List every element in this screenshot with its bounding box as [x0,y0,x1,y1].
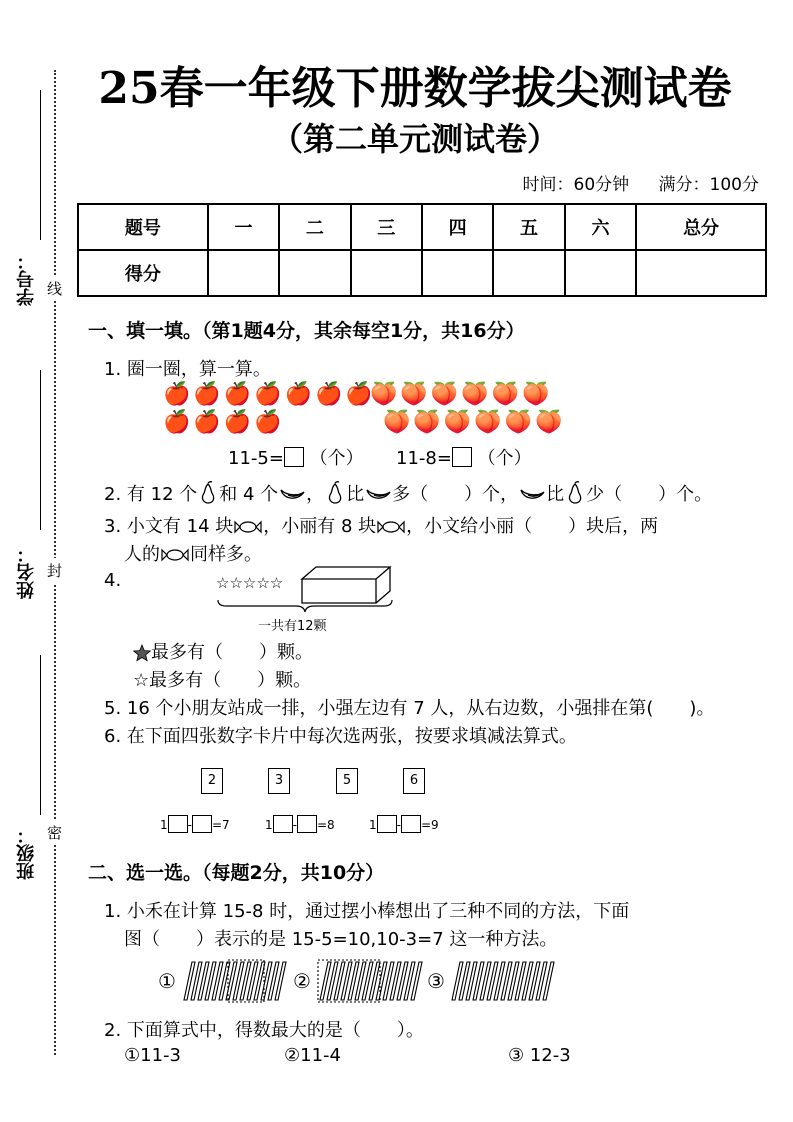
section1-heading: 一、填一填。（第1题4分，其余每空1分，共16分） [88,320,525,342]
peaches-row2: 🍑🍑🍑🍑🍑🍑 [383,410,566,435]
eq-result: =9 [420,818,439,832]
apples-row2: 🍎🍎🍎🍎 [163,410,285,435]
sticks-group-3 [452,962,554,1000]
s2-q1-line2: 图（ ）表示的是 15-5=10,10-3=7 这一种方法。 [124,929,558,950]
q6-prompt: 6. 在下面四张数字卡片中每次选两张，按要求填减法算式。 [104,726,577,747]
eq-minus: - [396,818,401,832]
sticks-group-1 [184,960,286,1002]
s2-q2-prompt: 2. 下面算式中，得数最大的是（ ）。 [104,1020,424,1041]
peaches-row1: 🍑🍑🍑🍑🍑🍑 [370,382,553,407]
pear-icon [197,480,219,504]
q4-brace [216,598,394,614]
pear-icon [324,480,346,504]
secret-mark: 密 [47,820,62,845]
banana-icon [364,484,392,504]
q3-text-c: ，小文给小丽（ ）块后，两 [406,516,659,537]
number-card: 2 [201,768,223,794]
answer-box[interactable] [297,815,317,833]
answer-box[interactable] [168,815,188,833]
option-mark-2: ② [293,969,311,993]
eq-minus: - [187,818,192,832]
full-score: 满分：100分 [658,175,759,195]
exam-meta [523,170,760,195]
score-header-cell: 一 [208,204,279,250]
answer-box[interactable] [273,815,293,833]
q2-text-f: 比 [546,484,565,505]
number-card: 3 [268,768,290,794]
q3-line2 [124,540,262,566]
score-header-cell: 二 [279,204,350,250]
number-card: 6 [403,768,425,794]
q6-equation-1 [160,815,230,833]
score-header-cell: 六 [565,204,636,250]
q2-text-d: 比 [346,484,365,505]
sticks-illustration [180,958,560,1004]
apples-row1: 🍎🍎🍎🍎🍎🍎🍎 [163,382,376,407]
class-label: 班级： [16,826,37,880]
answer-box[interactable] [377,815,397,833]
q2-text-e: 多（ ）个， [392,484,519,505]
q1-equation-1 [228,444,364,470]
eq-result: =7 [211,818,230,832]
section2-heading: 二、选一选。（每题2分，共10分） [88,862,385,884]
option-mark-1: ① [158,969,176,993]
score-header-cell: 五 [493,204,564,250]
eq-prefix: 1 [160,818,168,832]
q2-text-a: 2. 有 12 个 [104,484,198,505]
eq-prefix: 1 [265,818,273,832]
eq-prefix: 1 [369,818,377,832]
id-label: 学号： [16,252,37,306]
filled-star-icon [133,644,151,662]
q2-text-c: ， [306,484,325,505]
score-cell[interactable] [422,250,493,296]
q3-text-d: 人的 [124,544,160,565]
score-header-cell: 题号 [78,204,208,250]
q1-eq1-unit: （个） [309,448,364,469]
score-row [78,250,766,296]
eq-result: =8 [316,818,335,832]
score-header-cell: 四 [422,204,493,250]
pear-icon [564,480,586,504]
q4-text-1: 最多有（ ）颗。 [151,642,313,663]
sticks-group-2 [318,960,422,1002]
page-subtitle: （第二单元测试卷） [270,120,559,158]
s2-q1-line1: 1. 小禾在计算 15-8 时，通过摆小棒想出了三种不同的方法，下面 [104,901,630,922]
banana-icon [518,484,546,504]
q4-stars: ☆☆☆☆☆ [216,574,284,592]
s2-q2-option-1[interactable]: ①11-3 [124,1045,181,1066]
option-mark-3: ③ [427,969,445,993]
candy-icon [233,518,263,536]
eq-minus: - [292,818,297,832]
q6-equation-3 [369,815,439,833]
q5-line: 5. 16 个小朋友站成一排，小强左边有 7 人，从右边数，小强排在第( )。 [104,698,715,719]
q6-equation-2 [265,815,335,833]
seal-mark: 封 [47,558,62,583]
name-blank-line [40,370,41,530]
q4-line1 [133,638,313,664]
line-mark: 线 [47,276,62,301]
score-cell[interactable] [493,250,564,296]
score-table [77,203,767,297]
q2-text-g: 少（ ）个。 [586,484,713,505]
score-row-label: 得分 [78,250,208,296]
q2-line [104,480,712,506]
score-cell[interactable] [208,250,279,296]
answer-box[interactable] [401,815,421,833]
score-header-cell: 总分 [636,204,766,250]
q4-line2: ☆最多有（ ）颗。 [133,670,312,691]
q3-line1 [104,512,658,538]
answer-box[interactable] [452,447,472,467]
score-cell[interactable] [279,250,350,296]
q1-eq1-left: 11-5= [228,448,284,469]
page-title: 25春一年级下册数学拔尖测试卷 [98,63,732,114]
q1-equation-2 [396,444,532,470]
q1-eq2-unit: （个） [477,448,532,469]
score-cell[interactable] [565,250,636,296]
q4-caption: 一共有12颗 [258,619,327,634]
score-header-row [78,204,766,250]
q4-number: 4. [104,570,122,591]
answer-box[interactable] [192,815,212,833]
candy-icon [376,518,406,536]
q1-prompt: 1. 圈一圈，算一算。 [104,359,271,380]
banana-icon [278,484,306,504]
score-header-cell: 三 [351,204,422,250]
s2-q2-option-3[interactable]: ③ 12-3 [508,1045,571,1066]
q3-text-b: ，小丽有 8 块 [263,516,377,537]
q2-text-b: 和 4 个 [219,484,279,505]
class-blank-line [40,655,41,815]
answer-box[interactable] [284,447,304,467]
number-card: 5 [336,768,358,794]
name-label: 姓名： [16,545,37,599]
score-cell[interactable] [351,250,422,296]
candy-icon [160,546,190,564]
q3-text-a: 3. 小文有 14 块 [104,516,234,537]
q1-eq2-left: 11-8= [396,448,452,469]
s2-q2-option-2[interactable]: ②11-4 [284,1045,341,1066]
time-limit: 时间：60分钟 [522,175,630,195]
q3-text-e: 同样多。 [190,544,262,565]
score-cell[interactable] [636,250,766,296]
